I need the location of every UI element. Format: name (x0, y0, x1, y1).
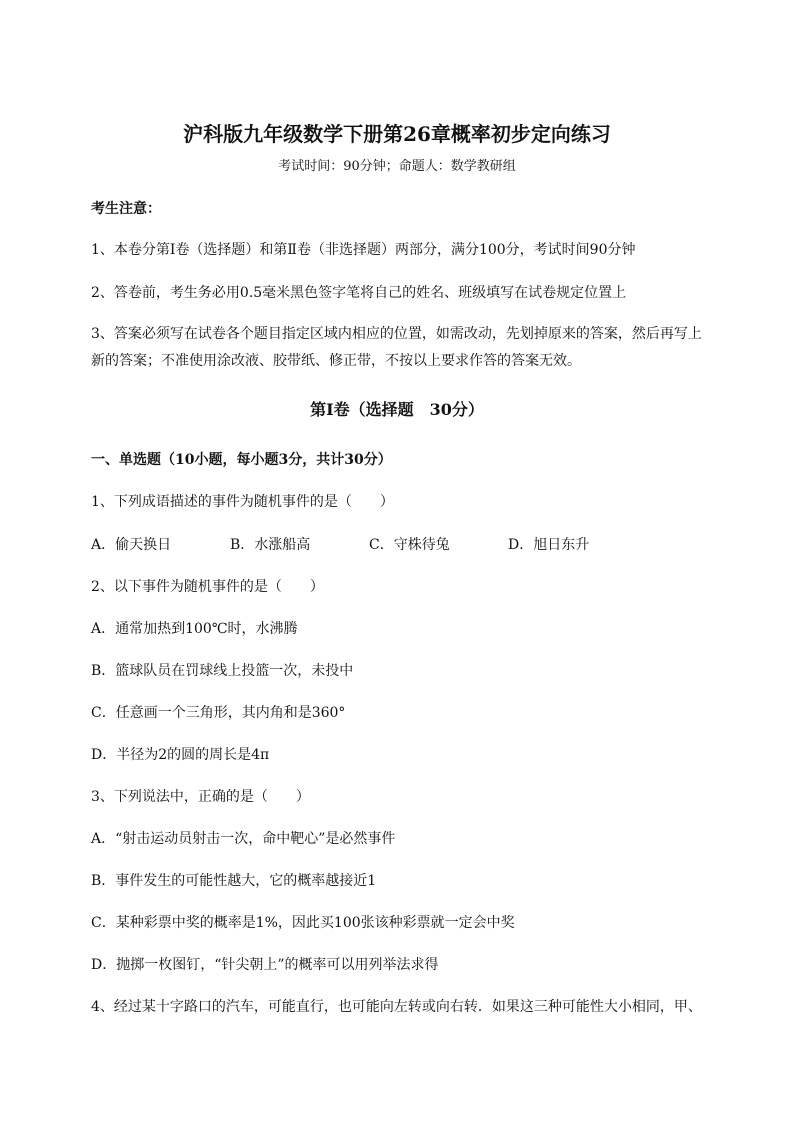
options-row (91, 535, 589, 555)
option-c: C．任意画一个三角形，其内角和是360° (91, 705, 346, 721)
option-c: C．守株待兔 (369, 537, 450, 553)
option-d: D．半径为2的圆的周长是4π (91, 747, 270, 763)
option-b: B．水涨船高 (230, 537, 311, 553)
option-b: B．事件发生的可能性越大，它的概率越接近1 (91, 873, 377, 889)
notice-item: 1、本卷分第I卷（选择题）和第Ⅱ卷（非选择题）两部分，满分100分，考试时间90分钟 (91, 242, 636, 258)
section-title: 第I卷（选择题 30分） (310, 400, 484, 419)
part-heading: 一、单选题（10小题，每小题3分，共计30分） (91, 452, 392, 468)
question-stem: 3、下列说法中，正确的是（ ） (91, 789, 310, 805)
option-d: D．抛掷一枚图钉，“针尖朝上”的概率可以用列举法求得 (91, 957, 439, 973)
question-stem: 1、下列成语描述的事件为随机事件的是（ ） (91, 494, 394, 510)
option-a: A．“射击运动员射击一次，命中靶心”是必然事件 (91, 831, 396, 847)
option-a: A．通常加热到100℃时，水沸腾 (91, 621, 298, 637)
exam-info: 考试时间：90分钟；命题人：数学教研组 (278, 159, 516, 174)
notice-heading: 考生注意： (91, 201, 161, 217)
option-c: C．某种彩票中奖的概率是1%，因此买100张该种彩票就一定会中奖 (91, 915, 515, 931)
question-stem: 2、以下事件为随机事件的是（ ） (91, 579, 324, 595)
option-b: B．篮球队员在罚球线上投篮一次，未投中 (91, 663, 354, 679)
notice-item: 3、答案必须写在试卷各个题目指定区域内相应的位置，如需改动，先划掉原来的答案，然后再写上新的答案；不准使用涂改液、胶带纸、修正带，不按以上要求作答的答案无效。 (91, 326, 702, 369)
question-stem: 4、经过某十字路口的汽车，可能直行，也可能向左转或向右转．如果这三种可能性大小相同，甲、 (91, 999, 702, 1015)
option-d: D．旭日东升 (508, 537, 590, 553)
option-a: A．偷天换日 (91, 537, 172, 553)
notice-item: 2、答卷前，考生务必用0.5毫米黑色签字笔将自己的姓名、班级填写在试卷规定位置上 (91, 285, 627, 301)
page-title: 沪科版九年级数学下册第26章概率初步定向练习 (183, 122, 611, 146)
